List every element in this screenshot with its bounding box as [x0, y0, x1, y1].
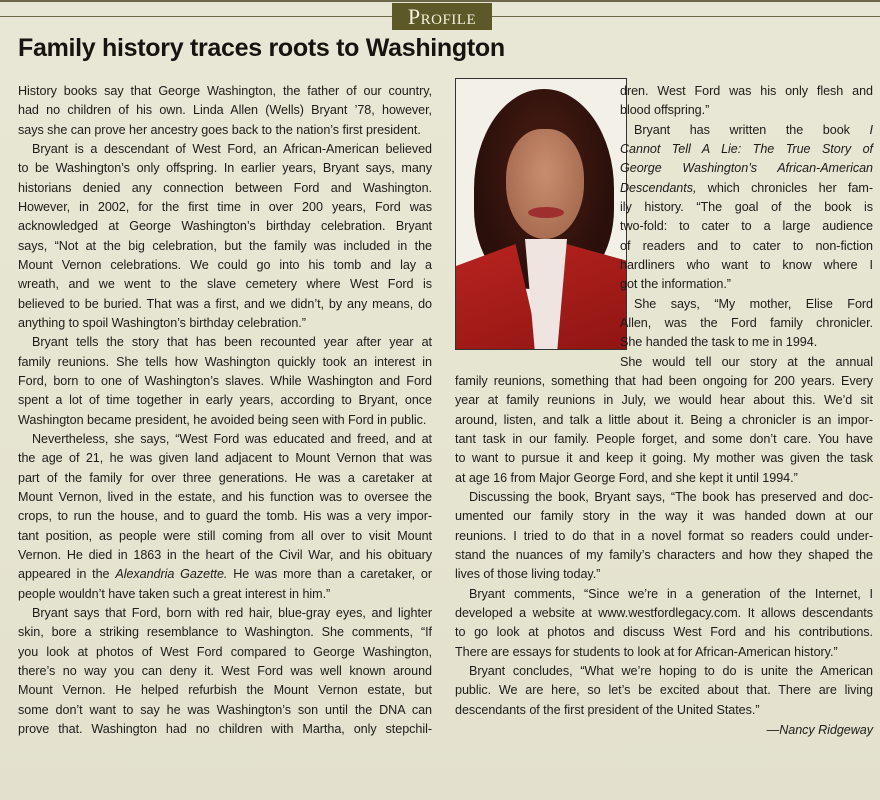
text-line: Bryant says that Ford, born with red hair, blue-gray eyes, and lighter	[32, 605, 432, 620]
article-title: Family history traces roots to Washington	[18, 34, 505, 62]
text-line: there’s no way you can deny it. West Ford was well known around	[18, 663, 432, 678]
text-line: at age 16 from Major George Ford, and she kept it until 1994.”	[455, 470, 798, 485]
text-line: the age of 21, he was given land adjacent to Mount Vernon that was	[18, 451, 432, 466]
text-line: year at family reunions in July, we would hear about this. We’d sit	[455, 393, 873, 408]
text-line: reunions. I tried to do that in a novel format so readers could under-	[455, 528, 873, 543]
text-line: family reunions, something that had been ongoing for 200 years. Every	[455, 373, 873, 388]
text-line	[620, 159, 873, 178]
text-line: Bryant has written the book I	[634, 122, 873, 137]
text-line: believed to be buried. That was a first, and we didn’t, by any means, do	[18, 296, 432, 311]
text-line: History books say that George Washington, the father of our country,	[18, 84, 432, 98]
italic-text: George Washington’s African-American	[620, 161, 873, 176]
text-line: She handed the task to me in 1994.	[620, 335, 818, 350]
text-line: However, in 2002, for the first time in over 200 years, Ford was	[18, 199, 432, 214]
text-line: people wouldn’t have taken such a great interest in him.”	[18, 586, 331, 601]
portrait-photo	[455, 78, 627, 350]
text-line: family reunions. She tells how Washington quickly took an interest in	[18, 354, 432, 369]
text-line: Discussing the book, Bryant says, “The book has preserved and doc-	[469, 489, 873, 504]
text-line: acknowledged at George Washington’s birthday celebration. Bryant	[18, 219, 432, 234]
section-tag: Profile	[392, 3, 492, 30]
text-line: of readers and to cater to non-fiction	[620, 238, 873, 253]
text-line: Descendants, which chronicles her fam-	[620, 180, 873, 195]
text-line	[620, 140, 873, 159]
text-line: Bryant comments, “Since we’re in a generation of the Internet, I	[469, 586, 873, 601]
text-line: to be Washington’s only offspring. In earlier years, Bryant says, many	[18, 161, 432, 176]
text-line: developed a website at www.westfordlegacy.com. It allows descendants	[455, 605, 873, 620]
text-line: umented our family story in the way it was handed down at our	[455, 509, 873, 524]
text-line: dren. West Ford was his only flesh and	[620, 84, 873, 98]
text-line: Allen, was the Ford family chronicler.	[620, 315, 873, 330]
text-line: around, listen, and talk a little about it. Being a chronicler is an impor-	[455, 412, 873, 427]
text-line: prove that. Washington had no children with Martha, only stepchil-	[18, 721, 432, 736]
top-rule	[0, 0, 880, 2]
text-line: Mount Vernon, lived in the estate, and his function was to oversee the	[18, 489, 432, 504]
text-line: She says, “My mother, Elise Ford	[634, 296, 873, 311]
text-line: spent a lot of time together in early years, according to Bryant, once	[18, 393, 432, 408]
text-line: got the information.”	[620, 277, 731, 292]
text-line: part of the family for over three generations. He was a caretaker at	[18, 470, 432, 485]
text-line: blood offspring.”	[620, 103, 710, 118]
text-line: tant position, as people were still coming from all over to visit Mount	[18, 528, 432, 543]
text-line: says she can prove her ancestry goes back to the nation’s first president.	[18, 122, 421, 137]
text-line: Bryant concludes, “What we’re hoping to do is unite the American	[469, 663, 873, 678]
text-line: crops, to run the house, and to guard the tomb. His was a very impor-	[18, 509, 432, 524]
text-line: wreath, and we went to the slave cemetery where West Ford is	[18, 277, 432, 292]
text-line: Washington became president, he avoided being seen with Ford in public.	[18, 412, 427, 427]
italic-text: Cannot Tell A Lie: The True Story of	[620, 141, 873, 156]
text-line: stand the nuances of my family’s characters and how they shaped the	[455, 547, 873, 562]
text-line: Bryant tells the story that has been recounted year after year at	[32, 335, 432, 350]
text-line: hardliners who want to know where I	[620, 257, 873, 272]
text-line: Mount Vernon. He helped refurbish the Mount Vernon estate, but	[18, 683, 432, 698]
text-line: had no children of his own. Linda Allen (Wells) Bryant ’78, however,	[18, 103, 432, 118]
text-line: anything to spoil Washington’s birthday celebration.”	[18, 315, 306, 330]
text-line: Mount Vernon celebrations. We could go into his tomb and lay a	[18, 257, 432, 272]
text-line: Nevertheless, she says, “West Ford was educated and freed, and at	[32, 431, 432, 446]
text-line: historians denied any connection between Ford and Washington.	[18, 180, 432, 195]
text-line: skin, bore a striking resemblance to Washington. She comments, “If	[18, 625, 432, 640]
text-line: ily history. “The goal of the book is	[620, 199, 873, 214]
text-line: Bryant is a descendant of West Ford, an African-American believed	[32, 141, 432, 156]
text-line: you look at photos of West Ford compared to George Washington,	[18, 644, 432, 659]
text-line: descendants of the first president of the United States.”	[455, 702, 760, 717]
italic-text: Descendants,	[620, 180, 697, 195]
text-line: Vernon. He died in 1863 in the heart of the Civil War, and his obituary	[18, 547, 432, 562]
text-line: She would tell our story at the annual	[620, 354, 873, 369]
text-line: says, “Not at the big celebration, but the family was included in the	[18, 238, 432, 253]
text-line: appeared in the Alexandria Gazette. He was more than a caretaker, or	[18, 567, 432, 582]
text-line: Ford, born to one of Washington’s slaves. While Washington and Ford	[18, 373, 432, 388]
text-line: tant task in our family. People forget, and some don’t care. You have	[455, 431, 873, 446]
text-line: some don’t want to say he was Washington’s son until the DNA can	[18, 702, 432, 717]
text-line: to go look at photos and discuss West Ford and his contributions.	[455, 625, 873, 640]
text-line: public. We are here, so let’s be excited about that. There are living	[455, 683, 873, 698]
text-line: two-fold: to cater to a large audience	[620, 219, 873, 234]
byline: —Nancy Ridgeway	[766, 723, 873, 737]
text-line: There are essays for students to look at for African-American history.”	[455, 644, 838, 659]
italic-text: I	[869, 122, 873, 137]
italic-text: Alexandria Gazette.	[115, 567, 228, 582]
text-line: to want to pursue it and keep it going. My mother was given the task	[455, 451, 873, 466]
text-line: lives of those living today.”	[455, 567, 601, 582]
